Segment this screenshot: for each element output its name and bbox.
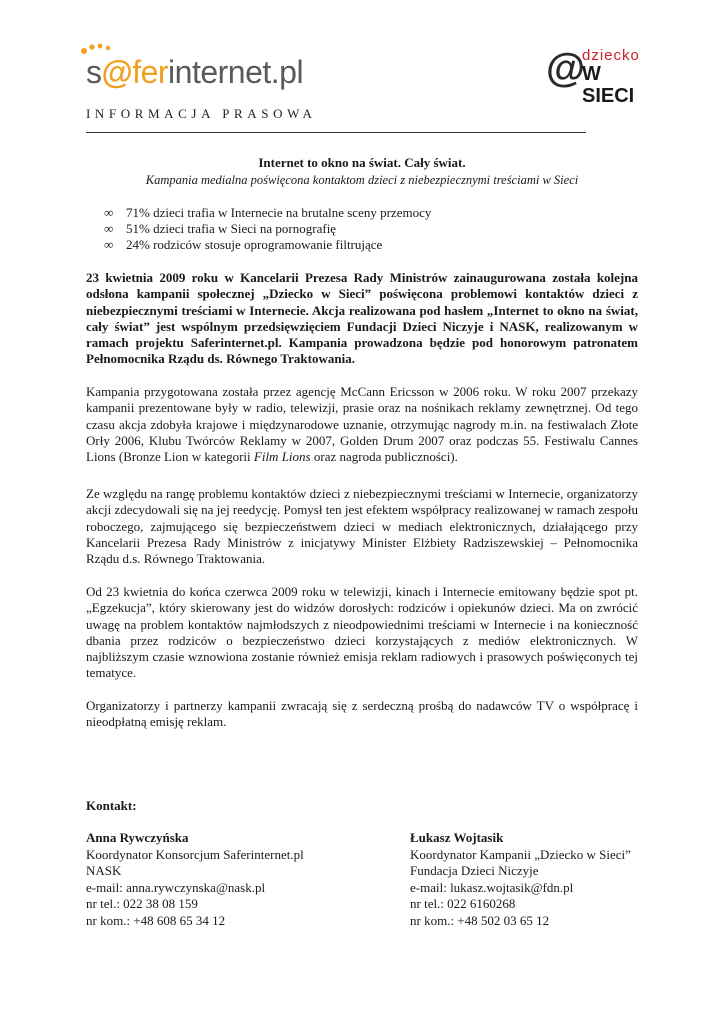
stats-list [104,205,431,253]
saferinternet-logo [86,52,303,92]
document-subtitle: Kampania medialna poświęcona kontaktom dzieci z niebezpiecznymi treściami w Sieci [145,173,579,187]
contact-name: Łukasz Wojtasik [410,830,504,845]
logo-at: @ [101,54,133,90]
infinity-bullet-icon: ∞ [104,221,114,236]
document-title: Internet to okno na świat. Cały świat. [258,155,466,170]
contact-mobile: nr kom.: +48 502 03 65 12 [410,912,550,928]
list-item: ∞ 71% dzieci trafia w Internecie na brutalne sceny przemocy [104,205,432,220]
contact-role: Koordynator Kampanii „Dziecko w Sieci” [410,846,631,862]
contact-name: Anna Rywczyńska [86,830,189,845]
dziecko-w-sieci-logo [546,46,642,107]
logo-right-bottom: W SIECI [582,63,635,107]
contact-org: Fundacja Dzieci Niczyje [410,863,539,878]
contact-mobile: nr kom.: +48 608 65 34 12 [86,912,226,928]
list-item: ∞ 51% dzieci trafia w Sieci na pornografię [104,221,337,236]
contact-email: e-mail: anna.rywczynska@nask.pl [86,879,266,895]
contact-role: Koordynator Konsorcjum Saferinternet.pl [86,846,304,862]
contact-heading: Kontakt: [86,798,137,813]
logo-fer: fer [132,54,169,90]
lead-paragraph: 23 kwietnia 2009 roku w Kancelarii Prezesa Rady Ministrów zainaugurowana została kolejna odsłona kampanii społecznej „Dziecko w Sieci” poświęcona problemowi kontaktów dzieci z niebezpiecznymi treściami w Internecie. Akcja realizowana pod hasłem „Internet to okno na świat, cały świat” jest wspólnym przedsięwzięciem Fundacji Dzieci Niczyje i NASK, realizowanym w ramach projektu Saferinternet.pl. Kampania prowadzona będzie pod honorowym patronatem Pełnomocnika Rządu ds. Równego Traktowania. [86,270,638,367]
paragraph-reedition: Ze względu na rangę problemu kontaktów dzieci z niebezpiecznymi treściami w Internecie, organizatorzy akcji zdecydowali się na jej reedycję. Pomysł ten jest efektem współpracy realizowanej w ramach zespołu roboczego, zajmującego się bezpieczeństwem dzieci w mediach elektronicznych, działającego przy Kancelarii Prezesa Rady Ministrów z inicjatywy Minister Elżbiety Radziszewskiej – Pełnomocnika Rządu d.s. Równego Traktowania. [86,486,638,567]
logo-dots-icon [78,40,118,56]
header-divider [86,132,586,133]
paragraph-appeal: Organizatorzy i partnerzy kampanii zwracają się z serdeczną prośbą do nadawców TV o współpracę i nieodpłatną emisję reklam. [86,698,638,730]
contact-tel: nr tel.: 022 6160268 [410,896,516,911]
contact-email: e-mail: lukasz.wojtasik@fdn.pl [410,879,574,895]
logo-s: s [86,54,102,90]
paragraph-spot: Od 23 kwietnia do końca czerwca 2009 roku w telewizji, kinach i Internecie emitowany będzie spot pt. „Egzekucja”, który skierowany jest do widzów dorosłych: rodziców i opiekunów dzieci. Ma on zwrócić uwagę na problem kontaktów najmłodszych z nieodpowiednimi treściami w Internecie i na konieczność dbania przez rodziców o bezpieczeństwo dzieci korzystających z mediów elektronicznych. W najbliższym czasie wznowiona zostanie również emisja reklam radiowych i prasowych poświęconych tej tematyce. [86,584,638,681]
infinity-bullet-icon: ∞ [104,205,114,220]
contact-tel: nr tel.: 022 38 08 159 [86,896,198,911]
list-item: ∞ 24% rodziców stosuje oprogramowanie filtrujące [104,237,383,252]
paragraph-campaign-history: Kampania przygotowana została przez agencję McCann Ericsson w 2006 roku. W roku 2007 przekazy kampanii prezentowane były w radio, telewizji, prasie oraz na nośnikach reklamy zewnętrznej. Od tego czasu akcja zdobyła krajowe i międzynarodowe uznanie, otrzymując nagrody m.in. na festiwalach Złote Orły 2006, Klubu Twórców Reklamy w 2007, Golden Drum 2007 oraz podczas 55. Festiwalu Cannes Lions (Bronze Lion w kategorii Film Lions oraz nagroda publiczności). [86,384,638,465]
contact-card-left [86,830,304,929]
header-label: INFORMACJA PRASOWA [86,106,317,121]
logo-pl: .pl [270,54,304,90]
logo-internet: internet [168,54,271,90]
contact-card-right [410,830,631,929]
contact-org: NASK [86,863,122,878]
logo-right-at: @ [546,46,586,90]
infinity-bullet-icon: ∞ [104,237,114,252]
logo-right-top: dziecko [582,47,640,64]
